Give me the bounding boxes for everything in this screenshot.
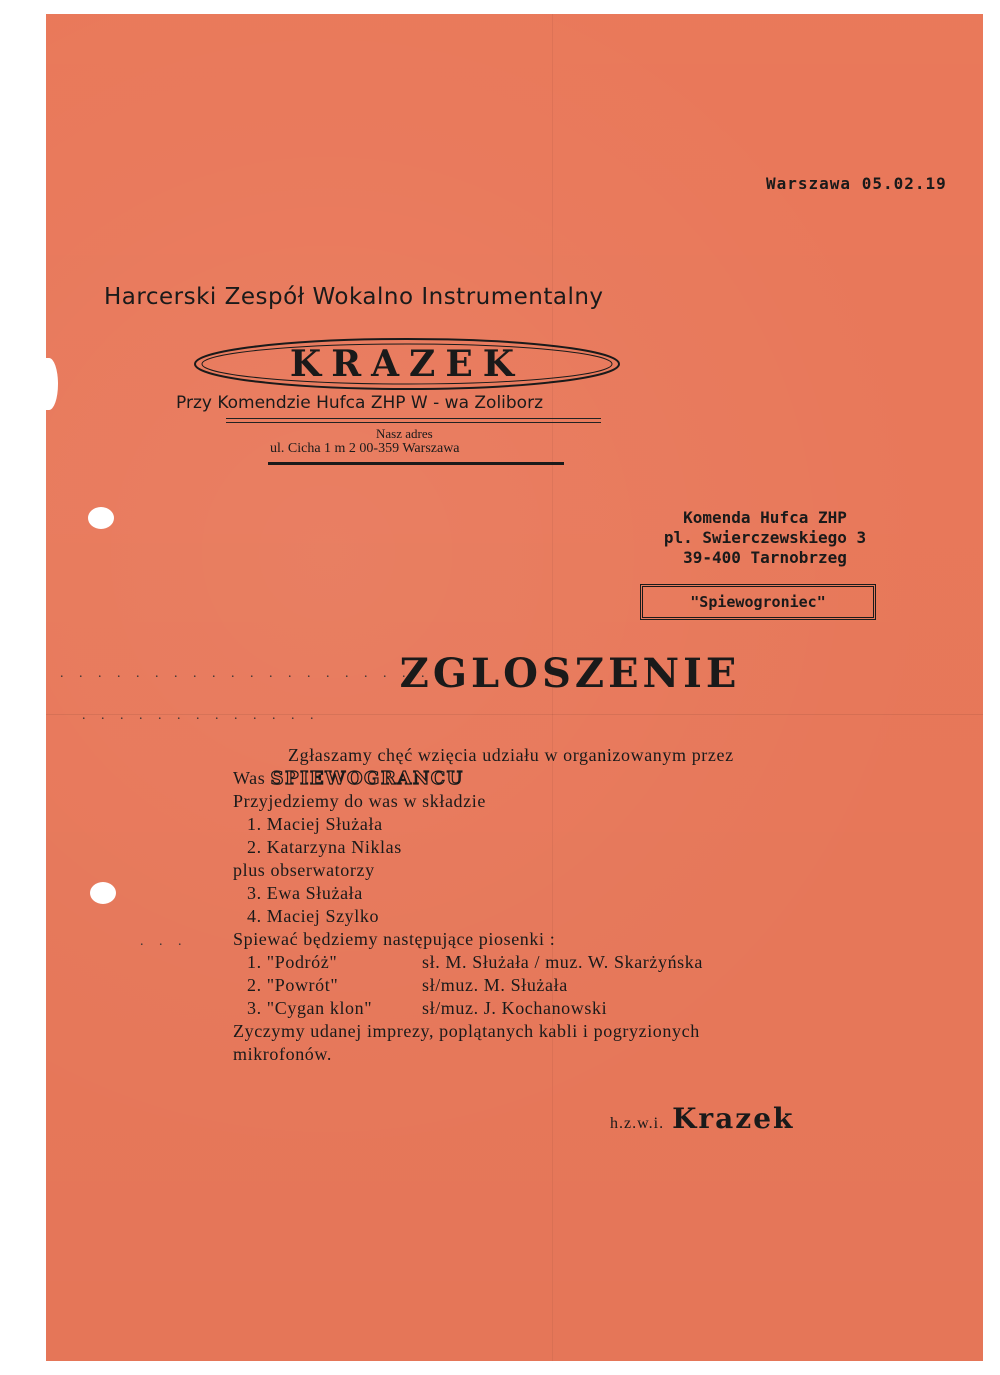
- signature-block: [610, 1102, 794, 1135]
- signature-name: Krazek: [672, 1102, 795, 1135]
- song-credits: sł. M. Służała / muz. W. Skarżyńska: [422, 952, 703, 972]
- closing-line: mikrofonów.: [233, 1044, 332, 1064]
- recipient-line: 39-400 Tarnobrzeg: [683, 548, 847, 567]
- song-item: [233, 997, 913, 1020]
- song-credits: sł/muz. M. Służała: [422, 975, 568, 995]
- sender-affiliation: Przy Komendzie Hufca ZHP W - wa Zoliborz: [176, 393, 543, 413]
- observer-item: 4. Maciej Szylko: [247, 906, 380, 926]
- scan-speckle: . . .: [140, 934, 188, 949]
- punch-hole-top: [88, 507, 114, 529]
- torn-edge-notch: [40, 358, 58, 410]
- recipient-line: pl. Swierczewskiego 3: [663, 528, 867, 547]
- song-title: 3. "Cygan klon": [247, 998, 373, 1018]
- lineup-heading: Przyjedziemy do was w składzie: [233, 791, 486, 811]
- scan-speckle: . . . . . . . . . . . . . . . . . . . .: [60, 666, 431, 681]
- body-line: [233, 767, 913, 790]
- recipient-line: Komenda Hufca ZHP: [683, 508, 847, 527]
- member-item: 1. Maciej Służała: [247, 814, 383, 834]
- song-item: [233, 951, 913, 974]
- header-thick-rule: [268, 462, 564, 465]
- sender-org-name: Harcerski Zespół Wokalno Instrumentalny: [104, 284, 604, 310]
- songs-heading: Spiewać będziemy następujące piosenki :: [233, 929, 556, 949]
- member-item: 2. Katarzyna Niklas: [247, 837, 402, 857]
- signature-abbreviation: h.z.w.i.: [610, 1115, 665, 1132]
- observers-heading: plus obserwatorzy: [233, 860, 375, 880]
- body-text: Was: [233, 768, 266, 788]
- letter-date: Warszawa 05.02.19: [766, 174, 947, 193]
- song-title: 2. "Powrót": [247, 975, 339, 995]
- song-item: [233, 974, 913, 997]
- song-title: 1. "Podróż": [247, 952, 338, 972]
- band-logo-name: KRAZEK: [289, 343, 525, 385]
- scan-speckle: . . . . . . . . . . . . .: [82, 708, 320, 723]
- punch-hole-bottom: [90, 882, 116, 904]
- recipient-address-block: [620, 508, 910, 568]
- letter-title: ZGLOSZENIE: [399, 650, 741, 697]
- sender-address: ul. Cicha 1 m 2 00-359 Warszawa: [270, 441, 460, 456]
- address-label: Nasz adres: [376, 426, 433, 441]
- letter-body: [233, 744, 913, 1066]
- header-rule: [226, 418, 601, 419]
- event-name-outlined: SPIEWOGRANCU: [270, 768, 464, 789]
- song-credits: sł/muz. J. Kochanowski: [422, 998, 608, 1018]
- observer-item: 3. Ewa Służała: [247, 883, 363, 903]
- closing-line: Zyczymy udanej imprezy, poplątanych kabli i pogryzionych: [233, 1021, 700, 1041]
- event-name-box: "Spiewogroniec": [640, 584, 876, 620]
- body-line: Zgłaszamy chęć wzięcia udziału w organizowanym przez: [288, 745, 734, 765]
- header-rule: [226, 422, 601, 423]
